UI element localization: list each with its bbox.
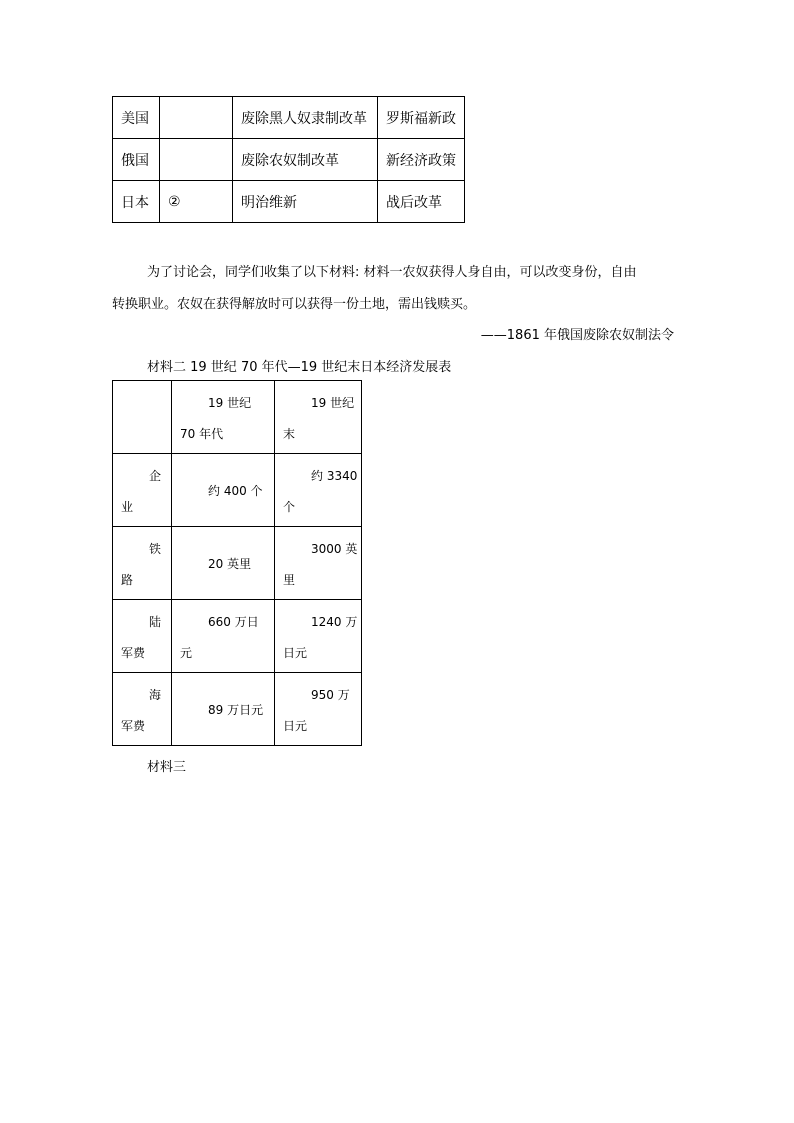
reform2-cell: 罗斯福新政 (378, 97, 465, 139)
value-line-b: 日元 (283, 719, 308, 733)
reform2-cell: 战后改革 (378, 181, 465, 223)
table-row (113, 181, 465, 223)
header-col2-line1: 19 世纪 (311, 396, 355, 410)
value-line-a: 约 3340 (311, 469, 358, 483)
value-line-b: 里 (283, 573, 296, 587)
value-cell: 89 万日元 (208, 703, 264, 717)
row-label-b: 业 (121, 500, 134, 514)
table-row (113, 673, 362, 746)
blank-cell (160, 139, 233, 181)
source-citation: ——1861 年俄国废除农奴制法令 (480, 328, 674, 343)
table-row (113, 139, 465, 181)
value-cell: 20 英里 (208, 557, 252, 571)
material2-title: 材料二 19 世纪 70 年代—19 世纪末日本经济发展表 (147, 360, 452, 375)
row-label-b: 军费 (121, 719, 146, 733)
reform2-cell: 新经济政策 (378, 139, 465, 181)
header-col1-line1: 19 世纪 (208, 396, 252, 410)
reform1-cell: 明治维新 (233, 181, 378, 223)
corner-cell (113, 381, 172, 454)
row-label-a: 铁 (149, 542, 162, 556)
table-row (113, 97, 465, 139)
table-header-row (113, 381, 362, 454)
country-cell: 俄国 (113, 139, 160, 181)
header-col2-line2: 末 (283, 427, 296, 441)
material3-label: 材料三 (147, 760, 187, 775)
paragraph-line-2: 转换职业。农奴在获得解放时可以获得一份土地，需出钱赎买。 (112, 297, 477, 312)
row-label-b: 军费 (121, 646, 146, 660)
economy-table (112, 380, 362, 746)
country-cell: 美国 (113, 97, 160, 139)
value-line-b: 日元 (283, 646, 308, 660)
blank-cell (160, 97, 233, 139)
reform-table (112, 96, 465, 223)
reform1-cell: 废除黑人奴隶制改革 (233, 97, 378, 139)
value-line-a: 3000 英 (311, 542, 358, 556)
row-label-b: 路 (121, 573, 134, 587)
value-line-b: 元 (180, 646, 193, 660)
row-label-a: 陆 (149, 615, 162, 629)
value-cell: 约 400 个 (208, 484, 263, 498)
table-row (113, 527, 362, 600)
paragraph-line-1: 为了讨论会，同学们收集了以下材料: 材料一农奴获得人身自由，可以改变身份，自由 (147, 265, 637, 280)
table-row (113, 600, 362, 673)
table-row (113, 454, 362, 527)
row-label-a: 海 (149, 688, 162, 702)
value-line-a: 950 万 (311, 688, 350, 702)
row-label-a: 企 (149, 469, 162, 483)
value-line-b: 个 (283, 500, 296, 514)
value-line-a: 660 万日 (208, 615, 259, 629)
reform1-cell: 废除农奴制改革 (233, 139, 378, 181)
header-col1-line2: 70 年代 (180, 427, 224, 441)
value-line-a: 1240 万 (311, 615, 358, 629)
country-cell: 日本 (113, 181, 160, 223)
blank-cell: ② (160, 181, 233, 223)
